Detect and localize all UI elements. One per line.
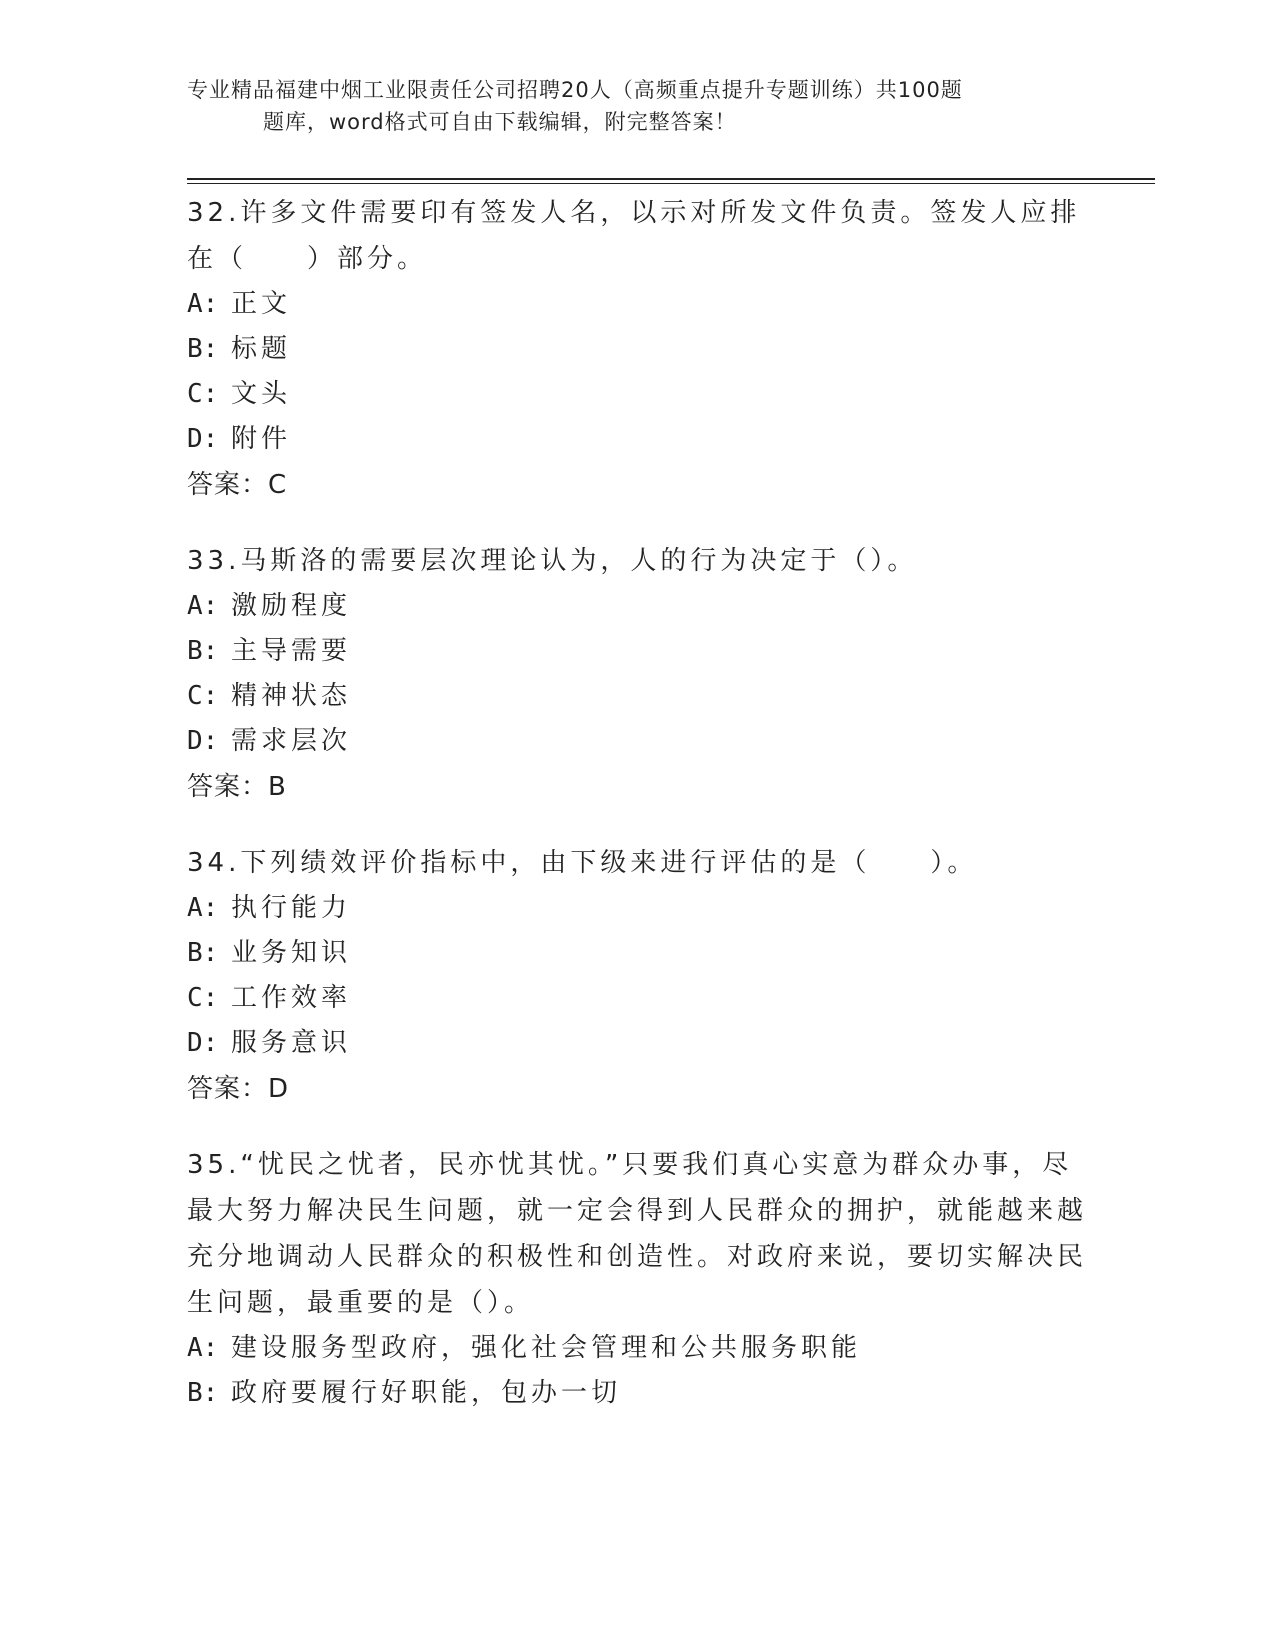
question-34	[187, 840, 1087, 1112]
option-text: 精神状态	[231, 681, 352, 711]
answer-label: 答案：	[187, 470, 269, 500]
option-key: D:	[187, 1028, 219, 1058]
option-text: 主导需要	[231, 636, 352, 666]
question-stem: 34.下列绩效评价指标中，由下级来进行评估的是（ ）。	[187, 848, 978, 878]
option-a	[187, 282, 1087, 327]
option-key: A:	[187, 591, 219, 621]
answer-value: D	[268, 1074, 290, 1104]
option-key: A:	[187, 289, 219, 319]
option-d	[187, 417, 1087, 462]
question-stem: 35.“忧民之忧者，民亦忧其忧。”只要我们真心实意为群众办事，尽最大努力解决民生问题，就一定会得到人民群众的拥护，就能越来越充分地调动人民群众的积极性和创造性。对政府来说，要切实解决民生问题，最重要的是（）。	[187, 1150, 1088, 1318]
question-stem: 33.马斯洛的需要层次理论认为，人的行为决定于（）。	[187, 546, 918, 576]
option-a	[187, 886, 1087, 931]
question-32	[187, 190, 1087, 508]
document-header	[187, 74, 1077, 138]
option-text: 执行能力	[231, 893, 352, 923]
option-b	[187, 629, 1087, 674]
option-text: 建设服务型政府，强化社会管理和公共服务职能	[231, 1333, 862, 1363]
option-a	[187, 584, 1087, 629]
header-rule-thick	[187, 178, 1155, 180]
header-rule-thin	[187, 183, 1155, 184]
option-key: A:	[187, 1333, 219, 1363]
option-text: 文头	[231, 379, 292, 409]
answer-line	[187, 764, 1087, 810]
option-c	[187, 674, 1087, 719]
option-text: 工作效率	[231, 983, 352, 1013]
answer-line	[187, 1066, 1087, 1112]
option-b	[187, 1371, 1087, 1416]
option-text: 正文	[231, 289, 292, 319]
option-text: 激励程度	[231, 591, 352, 621]
option-key: C:	[187, 681, 219, 711]
option-d	[187, 719, 1087, 764]
option-text: 服务意识	[231, 1028, 352, 1058]
option-text: 政府要履行好职能，包办一切	[231, 1378, 622, 1408]
answer-value: B	[268, 772, 287, 802]
answer-label: 答案：	[187, 772, 269, 802]
option-c	[187, 976, 1087, 1021]
question-list	[187, 190, 1087, 1446]
option-key: B:	[187, 938, 219, 968]
option-a	[187, 1326, 1087, 1371]
answer-line	[187, 462, 1087, 508]
header-title-line1: 专业精品福建中烟工业限责任公司招聘20人（高频重点提升专题训练）共100题	[187, 78, 963, 102]
option-text: 附件	[231, 424, 292, 454]
question-stem: 32.许多文件需要印有签发人名，以示对所发文件负责。签发人应排在（ ）部分。	[187, 198, 1081, 274]
option-text: 标题	[231, 334, 292, 364]
option-key: C:	[187, 983, 219, 1013]
option-key: B:	[187, 334, 219, 364]
option-key: B:	[187, 636, 219, 666]
option-d	[187, 1021, 1087, 1066]
option-b	[187, 327, 1087, 372]
option-b	[187, 931, 1087, 976]
option-text: 需求层次	[231, 726, 352, 756]
option-text: 业务知识	[231, 938, 352, 968]
question-33	[187, 538, 1087, 810]
option-key: B:	[187, 1378, 219, 1408]
option-key: D:	[187, 424, 219, 454]
answer-value: C	[268, 470, 288, 500]
option-key: A:	[187, 893, 219, 923]
option-key: D:	[187, 726, 219, 756]
answer-label: 答案：	[187, 1074, 269, 1104]
option-c	[187, 372, 1087, 417]
option-key: C:	[187, 379, 219, 409]
question-35	[187, 1142, 1087, 1416]
header-title-line2: 题库，word格式可自由下载编辑，附完整答案！	[263, 110, 737, 134]
